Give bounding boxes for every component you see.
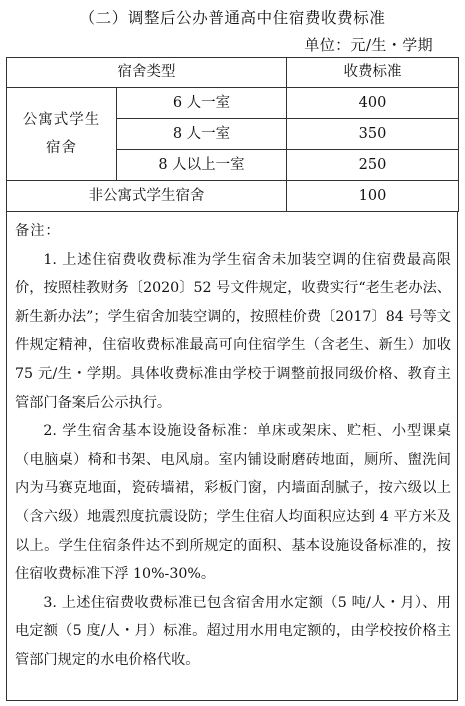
room-type-cell: 6 人一室 — [117, 88, 287, 119]
non-apartment-type-cell: 非公寓式学生宿舍 — [7, 181, 287, 212]
room-type-cell: 8 人以上一室 — [117, 150, 287, 181]
unit-label: 单位：元/生・学期 — [304, 36, 433, 54]
document-title: （二）调整后公办普通高中住宿费收费标准 — [79, 9, 386, 27]
notes-box — [6, 211, 458, 701]
non-apartment-fee-cell: 100 — [287, 181, 459, 212]
note-item-3: 3. 上述住宿费收费标准已包含宿舍用水定额（5 吨/人・月）、用电定额（5 度/人・月）标准。超过用水用电定额的，由学校按价格主管部门规定的水电价格代收。 — [15, 594, 451, 668]
header-dorm-type: 宿舍类型 — [7, 58, 287, 88]
fee-cell: 350 — [287, 119, 459, 150]
apartment-group-label — [7, 88, 117, 181]
apartment-group-text: 公寓式学生宿舍 — [22, 112, 101, 156]
table-header-row — [7, 58, 459, 88]
fee-cell: 250 — [287, 150, 459, 181]
header-fee: 收费标准 — [287, 58, 459, 88]
note-item-1: 1. 上述住宿费收费标准为学生宿舍未加装空调的住宿费最高限价，按照桂教财务〔2020〕52 号文件规定，收费实行“老生老办法、新生新办法”；学生宿舍加装空调的，按照桂价费〔2017〕84 号等文件规定精神，住宿收费标准最高可向住宿学生（含老生、新生）加收 75 元/生・学期。具体收费标准由学校于调整前报同级价格、教育主管部门备案后公示执行。 — [15, 251, 451, 411]
table-row — [7, 88, 459, 119]
note-item-2: 2. 学生宿舍基本设施设备标准：单床或架床、贮柜、小型课桌（电脑桌）椅和书架、电风扇。室内铺设耐磨砖地面，厕所、盥洗间内为马赛克地面，瓷砖墙裙，彩板门窗，内墙面刮腻子，按六级以上（含六级）地震烈度抗震设防；学生住宿人均面积应达到 4 平方米及以上。学生住宿条件达不到所规定的面积、基本设施设备标准的，按住宿收费标准下浮 10%-30%。 — [15, 423, 451, 583]
fee-table — [6, 57, 459, 212]
fee-cell: 400 — [287, 88, 459, 119]
table-row — [7, 181, 459, 212]
notes-heading: 备注： — [15, 223, 61, 239]
room-type-cell: 8 人一室 — [117, 119, 287, 150]
